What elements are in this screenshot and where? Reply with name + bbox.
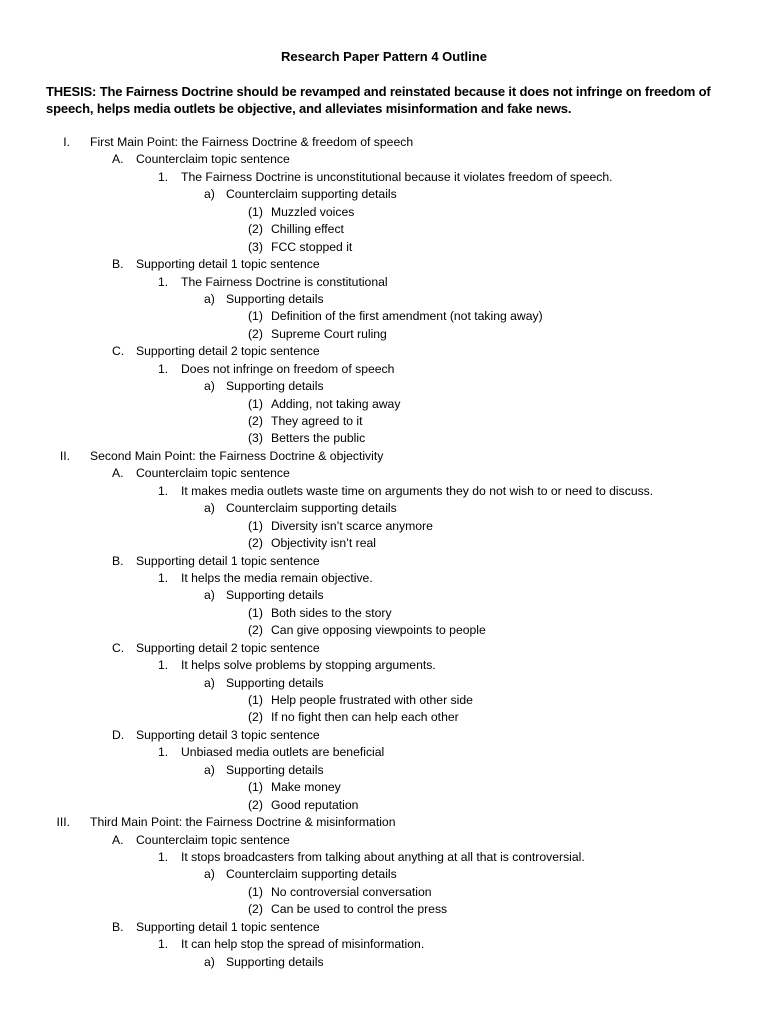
outline-item: [0, 518, 768, 535]
outline-marker: a): [204, 501, 215, 516]
outline-marker: II.: [59, 448, 70, 463]
outline-marker: C.: [112, 640, 125, 655]
outline-item: [0, 361, 768, 378]
outline-item: [0, 901, 768, 918]
outline-item: [0, 762, 768, 779]
outline-item: [0, 954, 768, 971]
outline-item: [0, 239, 768, 256]
outline-text: Does not infringe on freedom of speech: [181, 361, 395, 376]
outline-text: The Fairness Doctrine is unconstitutional because it violates freedom of speech.: [181, 169, 613, 184]
outline-marker: a): [204, 588, 215, 603]
outline-marker: (1): [248, 605, 263, 620]
outline-item: [0, 308, 768, 325]
outline-item: [0, 134, 768, 151]
outline-item: [0, 727, 768, 744]
outline-marker: (3): [248, 431, 263, 446]
outline-item: [0, 832, 768, 849]
outline-marker: I.: [63, 135, 70, 149]
outline-marker: a): [204, 379, 215, 394]
outline-item: [0, 465, 768, 482]
outline-item: [0, 814, 768, 831]
outline-item: [0, 343, 768, 360]
outline-text: Counterclaim topic sentence: [136, 832, 290, 847]
outline-text: It can help stop the spread of misinformation.: [181, 937, 425, 952]
outline-item: [0, 274, 768, 291]
outline-marker: a): [204, 187, 215, 202]
outline-marker: C.: [112, 344, 125, 359]
outline-text: First Main Point: the Fairness Doctrine & freedom of speech: [90, 135, 414, 149]
outline-text: It makes media outlets waste time on arguments they do not wish to or need to discuss.: [181, 483, 654, 498]
outline-marker: III.: [56, 815, 70, 830]
outline-text: Diversity isn’t scarce anymore: [271, 518, 433, 533]
outline-text: It stops broadcasters from talking about anything at all that is controversial.: [181, 849, 585, 864]
outline-text: Chilling effect: [271, 222, 344, 237]
outline-marker: a): [204, 675, 215, 690]
outline-item: [0, 744, 768, 761]
outline-item: [0, 151, 768, 168]
outline-marker: (1): [248, 204, 263, 219]
outline-text: Betters the public: [271, 431, 366, 446]
outline-text: Supporting detail 3 topic sentence: [136, 727, 320, 742]
outline-text: Adding, not taking away: [271, 396, 401, 411]
outline-item: [0, 221, 768, 238]
outline-marker: A.: [112, 466, 124, 481]
outline-item: [0, 448, 768, 465]
outline-marker: (2): [248, 414, 263, 428]
outline-marker: a): [204, 762, 215, 777]
outline-item: [0, 570, 768, 587]
outline-text: Supporting details: [226, 675, 324, 690]
outline-item: [0, 675, 768, 692]
outline-marker: 1.: [158, 361, 169, 376]
outline-text: Supporting detail 1 topic sentence: [136, 553, 320, 568]
outline-item: [0, 326, 768, 343]
outline-item: [0, 640, 768, 657]
outline-text: Supporting details: [226, 954, 324, 969]
outline-item: [0, 884, 768, 901]
outline-text: Counterclaim topic sentence: [136, 152, 290, 167]
outline-text: They agreed to it: [271, 414, 363, 428]
outline-marker: 1.: [158, 937, 169, 952]
outline-item: [0, 692, 768, 709]
outline-marker: D.: [112, 727, 125, 742]
outline-item: [0, 500, 768, 517]
outline-item: [0, 622, 768, 639]
outline-marker: B.: [112, 257, 124, 272]
outline-text: No controversial conversation: [271, 884, 432, 899]
outline-item: [0, 779, 768, 796]
outline-marker: (2): [248, 797, 263, 812]
outline-marker: (2): [248, 710, 263, 725]
outline-text: Supporting details: [226, 588, 324, 603]
outline-item: [0, 553, 768, 570]
outline-text: Counterclaim supporting details: [226, 867, 397, 882]
outline-text: Supporting detail 2 topic sentence: [136, 344, 320, 359]
outline-text: Supporting details: [226, 762, 324, 777]
outline-item: [0, 936, 768, 953]
outline-item: [0, 413, 768, 430]
outline-item: [0, 291, 768, 308]
outline-list: [0, 134, 768, 971]
outline-marker: (2): [248, 222, 263, 237]
outline-text: Supporting details: [226, 291, 324, 306]
outline-text: Counterclaim supporting details: [226, 501, 397, 516]
outline-text: Counterclaim topic sentence: [136, 466, 290, 481]
outline-marker: a): [204, 954, 215, 969]
outline-text: Definition of the first amendment (not taking away): [271, 309, 543, 324]
outline-marker: (1): [248, 884, 263, 899]
outline-item: [0, 169, 768, 186]
outline-item: [0, 587, 768, 604]
outline-text: Objectivity isn’t real: [271, 536, 376, 551]
outline-text: Can give opposing viewpoints to people: [271, 623, 486, 638]
outline-item: [0, 605, 768, 622]
outline-text: The Fairness Doctrine is constitutional: [181, 274, 388, 289]
outline-text: Second Main Point: the Fairness Doctrine & objectivity: [90, 448, 384, 463]
outline-item: [0, 430, 768, 447]
outline-marker: (2): [248, 623, 263, 638]
outline-marker: 1.: [158, 658, 169, 673]
outline-text: Make money: [271, 780, 341, 795]
outline-item: [0, 256, 768, 273]
outline-marker: (1): [248, 780, 263, 795]
outline-marker: (1): [248, 396, 263, 411]
outline-text: Muzzled voices: [271, 204, 355, 219]
outline-marker: (2): [248, 536, 263, 551]
outline-item: [0, 849, 768, 866]
outline-text: Supporting detail 1 topic sentence: [136, 919, 320, 934]
outline-text: Counterclaim supporting details: [226, 187, 397, 202]
outline-text: Both sides to the story: [271, 605, 392, 620]
outline-text: Third Main Point: the Fairness Doctrine & misinformation: [90, 815, 396, 830]
outline-item: [0, 396, 768, 413]
outline-marker: 1.: [158, 169, 169, 184]
outline-text: Supporting details: [226, 379, 324, 394]
outline-marker: a): [204, 867, 215, 882]
outline-text: FCC stopped it: [271, 239, 353, 254]
outline-marker: 1.: [158, 274, 169, 289]
outline-marker: A.: [112, 152, 124, 167]
outline-item: [0, 186, 768, 203]
outline-item: [0, 866, 768, 883]
outline-item: [0, 204, 768, 221]
outline-marker: B.: [112, 919, 124, 934]
outline-item: [0, 483, 768, 500]
outline-text: If no fight then can help each other: [271, 710, 459, 725]
outline-item: [0, 535, 768, 552]
outline-text: Unbiased media outlets are beneficial: [181, 745, 385, 760]
outline-marker: (2): [248, 902, 263, 917]
outline-text: Supporting detail 2 topic sentence: [136, 640, 320, 655]
outline-text: It helps the media remain objective.: [181, 570, 373, 585]
outline-item: [0, 657, 768, 674]
outline-marker: 1.: [158, 745, 169, 760]
outline-marker: 1.: [158, 849, 169, 864]
outline-text: Supporting detail 1 topic sentence: [136, 257, 320, 272]
outline-marker: a): [204, 291, 215, 306]
outline-item: [0, 709, 768, 726]
document-title: Research Paper Pattern 4 Outline: [281, 49, 487, 64]
outline-marker: (1): [248, 518, 263, 533]
outline-marker: (3): [248, 239, 263, 254]
outline-marker: 1.: [158, 570, 169, 585]
outline-marker: 1.: [158, 483, 169, 498]
outline-item: [0, 919, 768, 936]
outline-text: Supreme Court ruling: [271, 326, 387, 341]
thesis-statement: THESIS: The Fairness Doctrine should be revamped and reinstated because it does not infringe on freedom of speech, helps media outlets be objective, and alleviates misinformation and fake news.: [46, 84, 711, 116]
outline-marker: (1): [248, 693, 263, 707]
outline-marker: (2): [248, 326, 263, 341]
outline-text: It helps solve problems by stopping arguments.: [181, 658, 436, 673]
outline-text: Help people frustrated with other side: [271, 693, 473, 707]
outline-text: Can be used to control the press: [271, 902, 448, 917]
outline-marker: (1): [248, 309, 263, 324]
outline-item: [0, 797, 768, 814]
outline-marker: B.: [112, 553, 124, 568]
outline-text: Good reputation: [271, 797, 359, 812]
outline-marker: A.: [112, 832, 124, 847]
outline-item: [0, 378, 768, 395]
